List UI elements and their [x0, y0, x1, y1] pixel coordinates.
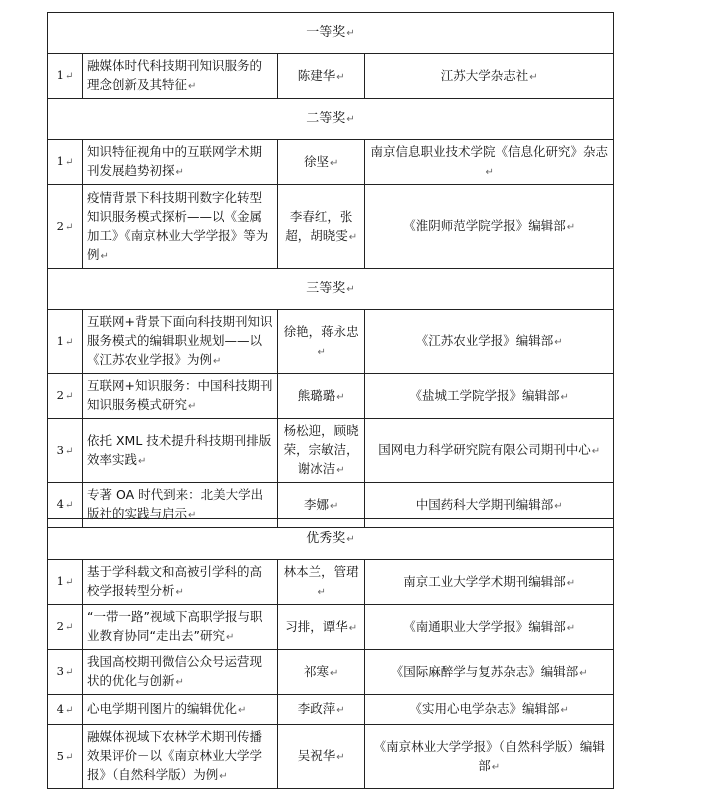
paragraph-mark-icon: ↵ — [566, 577, 576, 589]
paragraph-mark-icon: ↵ — [64, 704, 74, 716]
row-index: 1 — [56, 154, 64, 168]
paragraph-mark-icon: ↵ — [336, 465, 345, 476]
table-row — [48, 374, 614, 419]
paragraph-mark-icon: ↵ — [554, 500, 563, 512]
paragraph-mark-icon: ↵ — [188, 510, 197, 521]
organization: 中国药科大学期刊编辑部 — [415, 496, 554, 512]
paragraph-mark-icon: ↵ — [329, 157, 339, 169]
section-heading-second-prize — [48, 99, 614, 140]
paragraph-mark-icon: ↵ — [560, 705, 569, 716]
table-row — [48, 54, 614, 99]
organization: 南京工业大学学术期刊编辑部 — [403, 573, 566, 589]
row-index: 1 — [56, 68, 64, 82]
paragraph-mark-icon: ↵ — [348, 622, 358, 634]
author-names: 杨松迎，顾晓荣，宗敏洁，谢冰洁 — [283, 423, 359, 476]
paragraph-mark-icon: ↵ — [336, 705, 345, 716]
paragraph-mark-icon: ↵ — [225, 632, 235, 643]
paragraph-mark-icon: ↵ — [175, 167, 184, 178]
paragraph-mark-icon: ↵ — [329, 667, 339, 679]
section-heading-first-prize — [48, 13, 614, 54]
paragraph-mark-icon: ↵ — [100, 250, 109, 262]
paragraph-mark-icon: ↵ — [138, 455, 147, 467]
author-names: 习排，谭华 — [285, 618, 348, 634]
table-row — [48, 185, 614, 269]
author-names: 吴祝华 — [297, 748, 336, 763]
row-index: 2 — [56, 218, 64, 233]
paper-title: 互联网+知识服务：中国科技期刊知识服务模式研究 — [87, 378, 273, 412]
organization: 江苏大学杂志社 — [440, 67, 529, 83]
paragraph-mark-icon: ↵ — [336, 71, 345, 83]
organization: 《江苏农业学报》编辑部 — [415, 333, 554, 348]
awards-table-2 — [47, 518, 614, 789]
paper-title: 依托 XML 技术提升科技期刊排版效率实践 — [87, 432, 272, 467]
paragraph-mark-icon: ↵ — [64, 157, 74, 168]
section-heading-text: 三等奖 — [306, 281, 346, 296]
paper-title: “一带一路”视域下高职学报与职业教育协同“走出去”研究 — [87, 609, 263, 643]
organization: 《南通职业大学学报》编辑部 — [403, 618, 566, 634]
paragraph-mark-icon: ↵ — [64, 500, 74, 511]
author-names: 熊璐璐 — [297, 387, 336, 403]
table-row — [48, 650, 614, 695]
paragraph-mark-icon: ↵ — [317, 346, 326, 358]
paragraph-mark-icon: ↵ — [219, 771, 228, 782]
paper-title: 基于学科载文和高被引学科的高校学报转型分析 — [87, 564, 263, 598]
paper-title: 疫情背景下科技期刊数字化转型知识服务模式探析——以《金属加工》《南京林业大学学报》等为例 — [87, 189, 269, 262]
section-heading-third-prize — [48, 269, 614, 310]
section-heading-text: 二等奖 — [306, 111, 346, 126]
paragraph-mark-icon: ↵ — [64, 751, 74, 763]
paragraph-mark-icon: ↵ — [346, 284, 355, 295]
paragraph-mark-icon: ↵ — [175, 677, 184, 688]
table-row — [48, 605, 614, 650]
paper-title: 融媒体视域下农林学术期刊传播效果评价－以《南京林业大学学报》（自然科学版）为例 — [87, 729, 263, 782]
paragraph-mark-icon: ↵ — [64, 622, 74, 633]
paragraph-mark-icon: ↵ — [238, 705, 247, 716]
paper-title: 融媒体时代科技期刊知识服务的理念创新及其特征 — [87, 58, 263, 92]
author-names: 林本兰，管珺 — [283, 564, 359, 579]
paragraph-mark-icon: ↵ — [188, 401, 197, 412]
paragraph-mark-icon: ↵ — [336, 391, 345, 403]
paper-title: 我国高校期刊微信公众号运营现状的优化与创新 — [87, 654, 263, 688]
author-names: 李春红，张超，胡晓雯 — [285, 208, 353, 243]
row-index: 2 — [56, 388, 64, 402]
paragraph-mark-icon: ↵ — [64, 71, 74, 82]
paper-title: 知识特征视角中的互联网学术期刊发展趋势初探 — [87, 144, 263, 178]
paragraph-mark-icon: ↵ — [529, 71, 538, 83]
paragraph-mark-icon: ↵ — [64, 391, 74, 402]
table-row — [48, 419, 614, 483]
paragraph-mark-icon: ↵ — [213, 356, 222, 367]
row-index: 4 — [56, 497, 64, 511]
row-index: 2 — [56, 619, 64, 633]
table-row — [48, 695, 614, 725]
organization: 《淮阴师范学院学报》编辑部 — [403, 218, 566, 233]
row-index: 3 — [56, 442, 64, 457]
row-index: 4 — [56, 701, 64, 716]
paragraph-mark-icon: ↵ — [566, 622, 576, 634]
paragraph-mark-icon: ↵ — [560, 391, 569, 403]
section-heading-text: 优秀奖 — [306, 531, 346, 546]
author-names: 陈建华 — [297, 67, 336, 83]
author-names: 李政萍 — [297, 701, 336, 716]
paragraph-mark-icon: ↵ — [554, 337, 563, 348]
paragraph-mark-icon: ↵ — [346, 534, 355, 545]
paper-title: 互联网+背景下面向科技期刊知识服务模式的编辑职业规划——以《江苏农业学报》为例 — [87, 314, 273, 367]
paragraph-mark-icon: ↵ — [485, 167, 494, 178]
organization: 南京信息职业技术学院《信息化研究》杂志 — [370, 144, 608, 159]
paragraph-mark-icon: ↵ — [317, 587, 326, 598]
paragraph-mark-icon: ↵ — [64, 577, 74, 588]
paragraph-mark-icon: ↵ — [64, 221, 74, 233]
author-names: 祁寒 — [303, 663, 329, 679]
author-names: 李娜 — [303, 496, 329, 512]
row-index: 1 — [56, 574, 64, 588]
paragraph-mark-icon: ↵ — [336, 752, 345, 763]
author-names: 徐坚 — [303, 153, 329, 169]
paragraph-mark-icon: ↵ — [348, 231, 358, 243]
paragraph-mark-icon: ↵ — [175, 587, 184, 598]
section-heading-text: 一等奖 — [306, 25, 346, 40]
row-index: 1 — [56, 333, 64, 348]
paragraph-mark-icon: ↵ — [64, 445, 74, 457]
table-row — [48, 140, 614, 185]
author-names: 徐艳，蒋永忠 — [283, 323, 359, 339]
table-row — [48, 310, 614, 374]
organization: 《实用心电学杂志》编辑部 — [409, 701, 560, 716]
row-index: 3 — [56, 664, 64, 678]
paragraph-mark-icon: ↵ — [64, 667, 74, 678]
organization: 国网电力科学研究院有限公司期刊中心 — [378, 442, 591, 457]
organization: 《国际麻醉学与复苏杂志》编辑部 — [390, 663, 579, 679]
organization: 《盐城工学院学报》编辑部 — [409, 387, 560, 403]
paragraph-mark-icon: ↵ — [491, 761, 501, 773]
row-index: 5 — [56, 748, 64, 763]
organization: 《南京林业大学学报》（自然科学版）编辑部 — [373, 738, 605, 773]
paragraph-mark-icon: ↵ — [329, 500, 339, 512]
paragraph-mark-icon: ↵ — [346, 114, 355, 125]
table-row — [48, 725, 614, 789]
paragraph-mark-icon: ↵ — [591, 446, 601, 457]
paragraph-mark-icon: ↵ — [346, 28, 355, 39]
paper-title: 心电学期刊图片的编辑优化 — [87, 701, 238, 716]
awards-table-1 — [47, 12, 614, 528]
paragraph-mark-icon: ↵ — [566, 222, 576, 233]
paper-title: 专著 OA 时代到来：北美大学出版社的实践与启示 — [87, 487, 264, 521]
paragraph-mark-icon: ↵ — [188, 81, 197, 92]
section-heading-excellence — [48, 519, 614, 560]
paragraph-mark-icon: ↵ — [64, 336, 74, 348]
table-row — [48, 560, 614, 605]
paragraph-mark-icon: ↵ — [579, 667, 588, 679]
